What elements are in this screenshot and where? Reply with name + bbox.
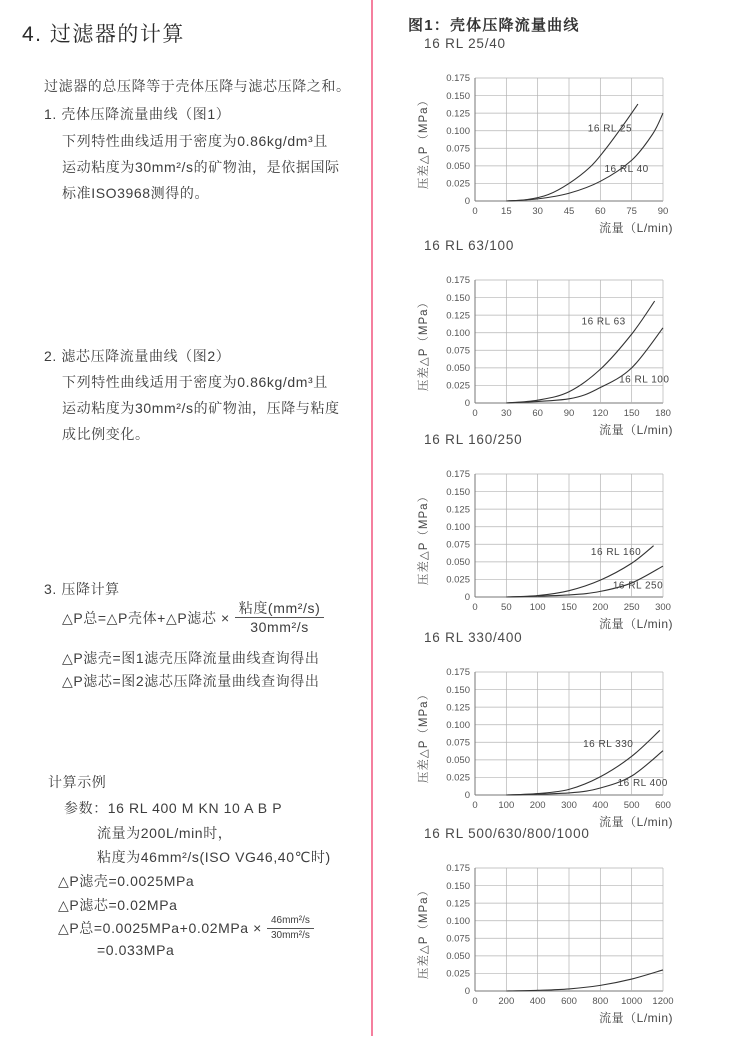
example-heading: 计算示例 [48, 774, 107, 790]
chart-title: 16 RL 160/250 [424, 432, 523, 447]
x-tick-label: 500 [623, 800, 640, 811]
x-tick-label: 120 [592, 408, 609, 419]
x-tick-label: 250 [623, 602, 640, 613]
chart-title: 16 RL 25/40 [424, 36, 506, 51]
y-tick-label: 0.075 [446, 539, 470, 551]
y-tick-label: 0.125 [446, 310, 470, 322]
chart-title: 16 RL 330/400 [424, 630, 523, 645]
y-axis-label: 压差△P（MPa） [418, 883, 430, 980]
x-tick-label: 1200 [652, 996, 674, 1007]
curve-label: 16 RL 400 [617, 777, 668, 789]
section2-heading: 2. 滤芯压降流量曲线（图2） [44, 348, 231, 364]
page-title: 4. 过滤器的计算 [22, 23, 185, 46]
example-numerator: 46mm²/s [267, 915, 314, 929]
section1-line2: 运动粘度为30mm²/s的矿物油，是依据国际 [62, 159, 340, 175]
chart-plot [400, 260, 710, 450]
y-tick-label: 0.175 [446, 73, 470, 85]
y-tick-label: 0.125 [446, 898, 470, 910]
example-denominator: 30mm²/s [270, 929, 310, 941]
x-tick-label: 300 [655, 602, 671, 613]
section2-line2: 运动粘度为30mm²/s的矿物油，压降与粘度 [62, 400, 340, 416]
pressure-drop-formula [62, 600, 324, 635]
x-tick-label: 0 [472, 602, 478, 613]
x-tick-label: 30 [532, 206, 543, 217]
chart-block-2 [400, 238, 710, 455]
y-axis-label: 压差△P（MPa） [418, 489, 430, 586]
x-axis-label: 流量（L/min) [599, 221, 673, 235]
y-tick-label: 0 [464, 196, 470, 208]
chart-block-4 [400, 630, 710, 847]
y-tick-label: 0 [464, 986, 470, 998]
x-tick-label: 180 [655, 408, 671, 419]
curve-16-RL-100 [506, 328, 663, 403]
y-axis-label: 压差△P（MPa） [418, 93, 430, 190]
x-tick-label: 0 [472, 800, 478, 811]
x-tick-label: 400 [592, 800, 609, 811]
section3-note1: △P滤壳=图1滤壳压降流量曲线查询得出 [62, 650, 320, 666]
curve-label: 16 RL 40 [604, 164, 649, 176]
x-tick-label: 100 [498, 800, 515, 811]
y-tick-label: 0.025 [446, 574, 470, 586]
y-tick-label: 0.075 [446, 143, 470, 155]
x-tick-label: 90 [563, 408, 575, 419]
example-fraction [267, 915, 314, 941]
example-viscosity: 粘度为46mm²/s(ISO VG46,40℃时) [97, 849, 331, 865]
curve-16-RL-40 [506, 113, 663, 201]
chart-title: 16 RL 63/100 [424, 238, 515, 253]
chart-title: 16 RL 500/630/800/1000 [424, 826, 590, 841]
y-tick-label: 0.025 [446, 380, 470, 392]
curve-label: 16 RL 250 [612, 580, 664, 592]
chart-plot [400, 848, 710, 1038]
section1-line3: 标准ISO3968测得的。 [62, 185, 210, 201]
x-tick-label: 75 [626, 206, 637, 217]
y-tick-label: 0.100 [446, 719, 470, 731]
section3-heading: 3. 压降计算 [44, 581, 120, 597]
formula-denominator: 30mm²/s [250, 619, 309, 636]
section2-line3: 成比例变化。 [62, 426, 150, 442]
y-tick-label: 0.025 [446, 968, 470, 980]
chart-block-1 [400, 36, 710, 253]
y-tick-label: 0 [464, 398, 470, 410]
y-tick-label: 0.075 [446, 933, 470, 945]
x-tick-label: 60 [532, 408, 543, 419]
y-tick-label: 0.150 [446, 90, 470, 102]
x-tick-label: 400 [529, 996, 546, 1007]
column-divider [371, 0, 373, 1036]
x-tick-label: 90 [657, 206, 669, 217]
x-axis-label: 流量（L/min) [599, 617, 673, 631]
y-tick-label: 0.125 [446, 702, 470, 714]
x-tick-label: 100 [529, 602, 546, 613]
x-axis-label: 流量（L/min) [599, 815, 673, 829]
x-tick-label: 600 [561, 996, 577, 1007]
y-tick-label: 0.150 [446, 684, 470, 696]
x-tick-label: 0 [472, 408, 478, 419]
example-dp-shell: △P滤壳=0.0025MPa [58, 873, 195, 889]
x-tick-label: 50 [501, 602, 512, 613]
y-tick-label: 0.025 [446, 772, 470, 784]
chart-block-5 [400, 826, 710, 1043]
y-tick-label: 0.050 [446, 557, 470, 569]
section1-line1: 下列特性曲线适用于密度为0.86kg/dm³且 [62, 133, 328, 149]
curve-label: 16 RL 160 [590, 546, 642, 558]
x-tick-label: 45 [563, 206, 575, 217]
x-axis-label: 流量（L/min) [599, 1011, 673, 1025]
y-tick-label: 0.100 [446, 327, 470, 339]
section3-note2: △P滤芯=图2滤芯压降流量曲线查询得出 [62, 673, 320, 689]
y-tick-label: 0.100 [446, 125, 470, 137]
x-tick-label: 0 [472, 996, 478, 1007]
y-tick-label: 0.050 [446, 755, 470, 767]
y-tick-label: 0.075 [446, 737, 470, 749]
y-tick-label: 0.075 [446, 345, 470, 357]
x-tick-label: 150 [623, 408, 640, 419]
formula-numerator: 粘度(mm²/s) [235, 600, 325, 618]
y-tick-label: 0.050 [446, 951, 470, 963]
example-result: =0.033MPa [97, 942, 175, 958]
x-tick-label: 150 [561, 602, 577, 613]
chart-block-3 [400, 432, 710, 649]
figure1-header: 图1：壳体压降流量曲线 [408, 17, 580, 34]
curve-label: 16 RL 330 [583, 739, 634, 751]
y-tick-label: 0.150 [446, 292, 470, 304]
x-tick-label: 800 [592, 996, 609, 1007]
curve-label: 16 RL 63 [581, 316, 626, 328]
intro-text: 过滤器的总压降等于壳体压降与滤芯压降之和。 [44, 78, 351, 94]
x-tick-label: 30 [501, 408, 512, 419]
chart-plot [400, 652, 710, 842]
y-tick-label: 0.175 [446, 275, 470, 287]
y-tick-label: 0.175 [446, 667, 470, 679]
y-tick-label: 0.025 [446, 178, 470, 190]
y-tick-label: 0.125 [446, 108, 470, 120]
curve-16-RL-63 [506, 301, 654, 403]
y-tick-label: 0.100 [446, 521, 470, 533]
example-param: 参数：16 RL 400 M KN 10 A B P [64, 800, 283, 816]
x-tick-label: 15 [501, 206, 512, 217]
formula-fraction [235, 600, 325, 635]
curve-label: 16 RL 100 [619, 374, 670, 386]
x-tick-label: 600 [655, 800, 671, 811]
chart-plot [400, 58, 710, 248]
section1-heading: 1. 壳体压降流量曲线（图1） [44, 106, 231, 122]
y-tick-label: 0.150 [446, 880, 470, 892]
x-tick-label: 300 [561, 800, 577, 811]
formula-lhs: △P总=△P壳体+△P滤芯 × [62, 609, 230, 626]
x-tick-label: 200 [498, 996, 515, 1007]
example-total-lhs: △P总=0.0025MPa+0.02MPa × [58, 920, 262, 936]
y-axis-label: 压差△P（MPa） [418, 295, 430, 392]
curve-16-RL-25 [506, 104, 638, 201]
y-tick-label: 0 [464, 592, 470, 604]
x-tick-label: 0 [472, 206, 478, 217]
section2-line1: 下列特性曲线适用于密度为0.86kg/dm³且 [62, 374, 328, 390]
x-tick-label: 200 [592, 602, 609, 613]
example-total-formula [58, 915, 314, 941]
example-flow: 流量为200L/min时， [97, 825, 233, 841]
y-tick-label: 0 [464, 790, 470, 802]
y-tick-label: 0.150 [446, 486, 470, 498]
y-axis-label: 压差△P（MPa） [418, 687, 430, 784]
x-tick-label: 60 [595, 206, 606, 217]
y-tick-label: 0.050 [446, 161, 470, 173]
x-axis-label: 流量（L/min) [599, 423, 673, 437]
y-tick-label: 0.100 [446, 915, 470, 927]
curve-unnamed [506, 970, 663, 991]
x-tick-label: 200 [529, 800, 546, 811]
example-dp-core: △P滤芯=0.02MPa [58, 897, 178, 913]
y-tick-label: 0.175 [446, 469, 470, 481]
x-tick-label: 1000 [621, 996, 643, 1007]
curve-label: 16 RL 25 [587, 123, 633, 135]
chart-plot [400, 454, 710, 644]
y-tick-label: 0.175 [446, 863, 470, 875]
y-tick-label: 0.125 [446, 504, 470, 516]
y-tick-label: 0.050 [446, 363, 470, 375]
